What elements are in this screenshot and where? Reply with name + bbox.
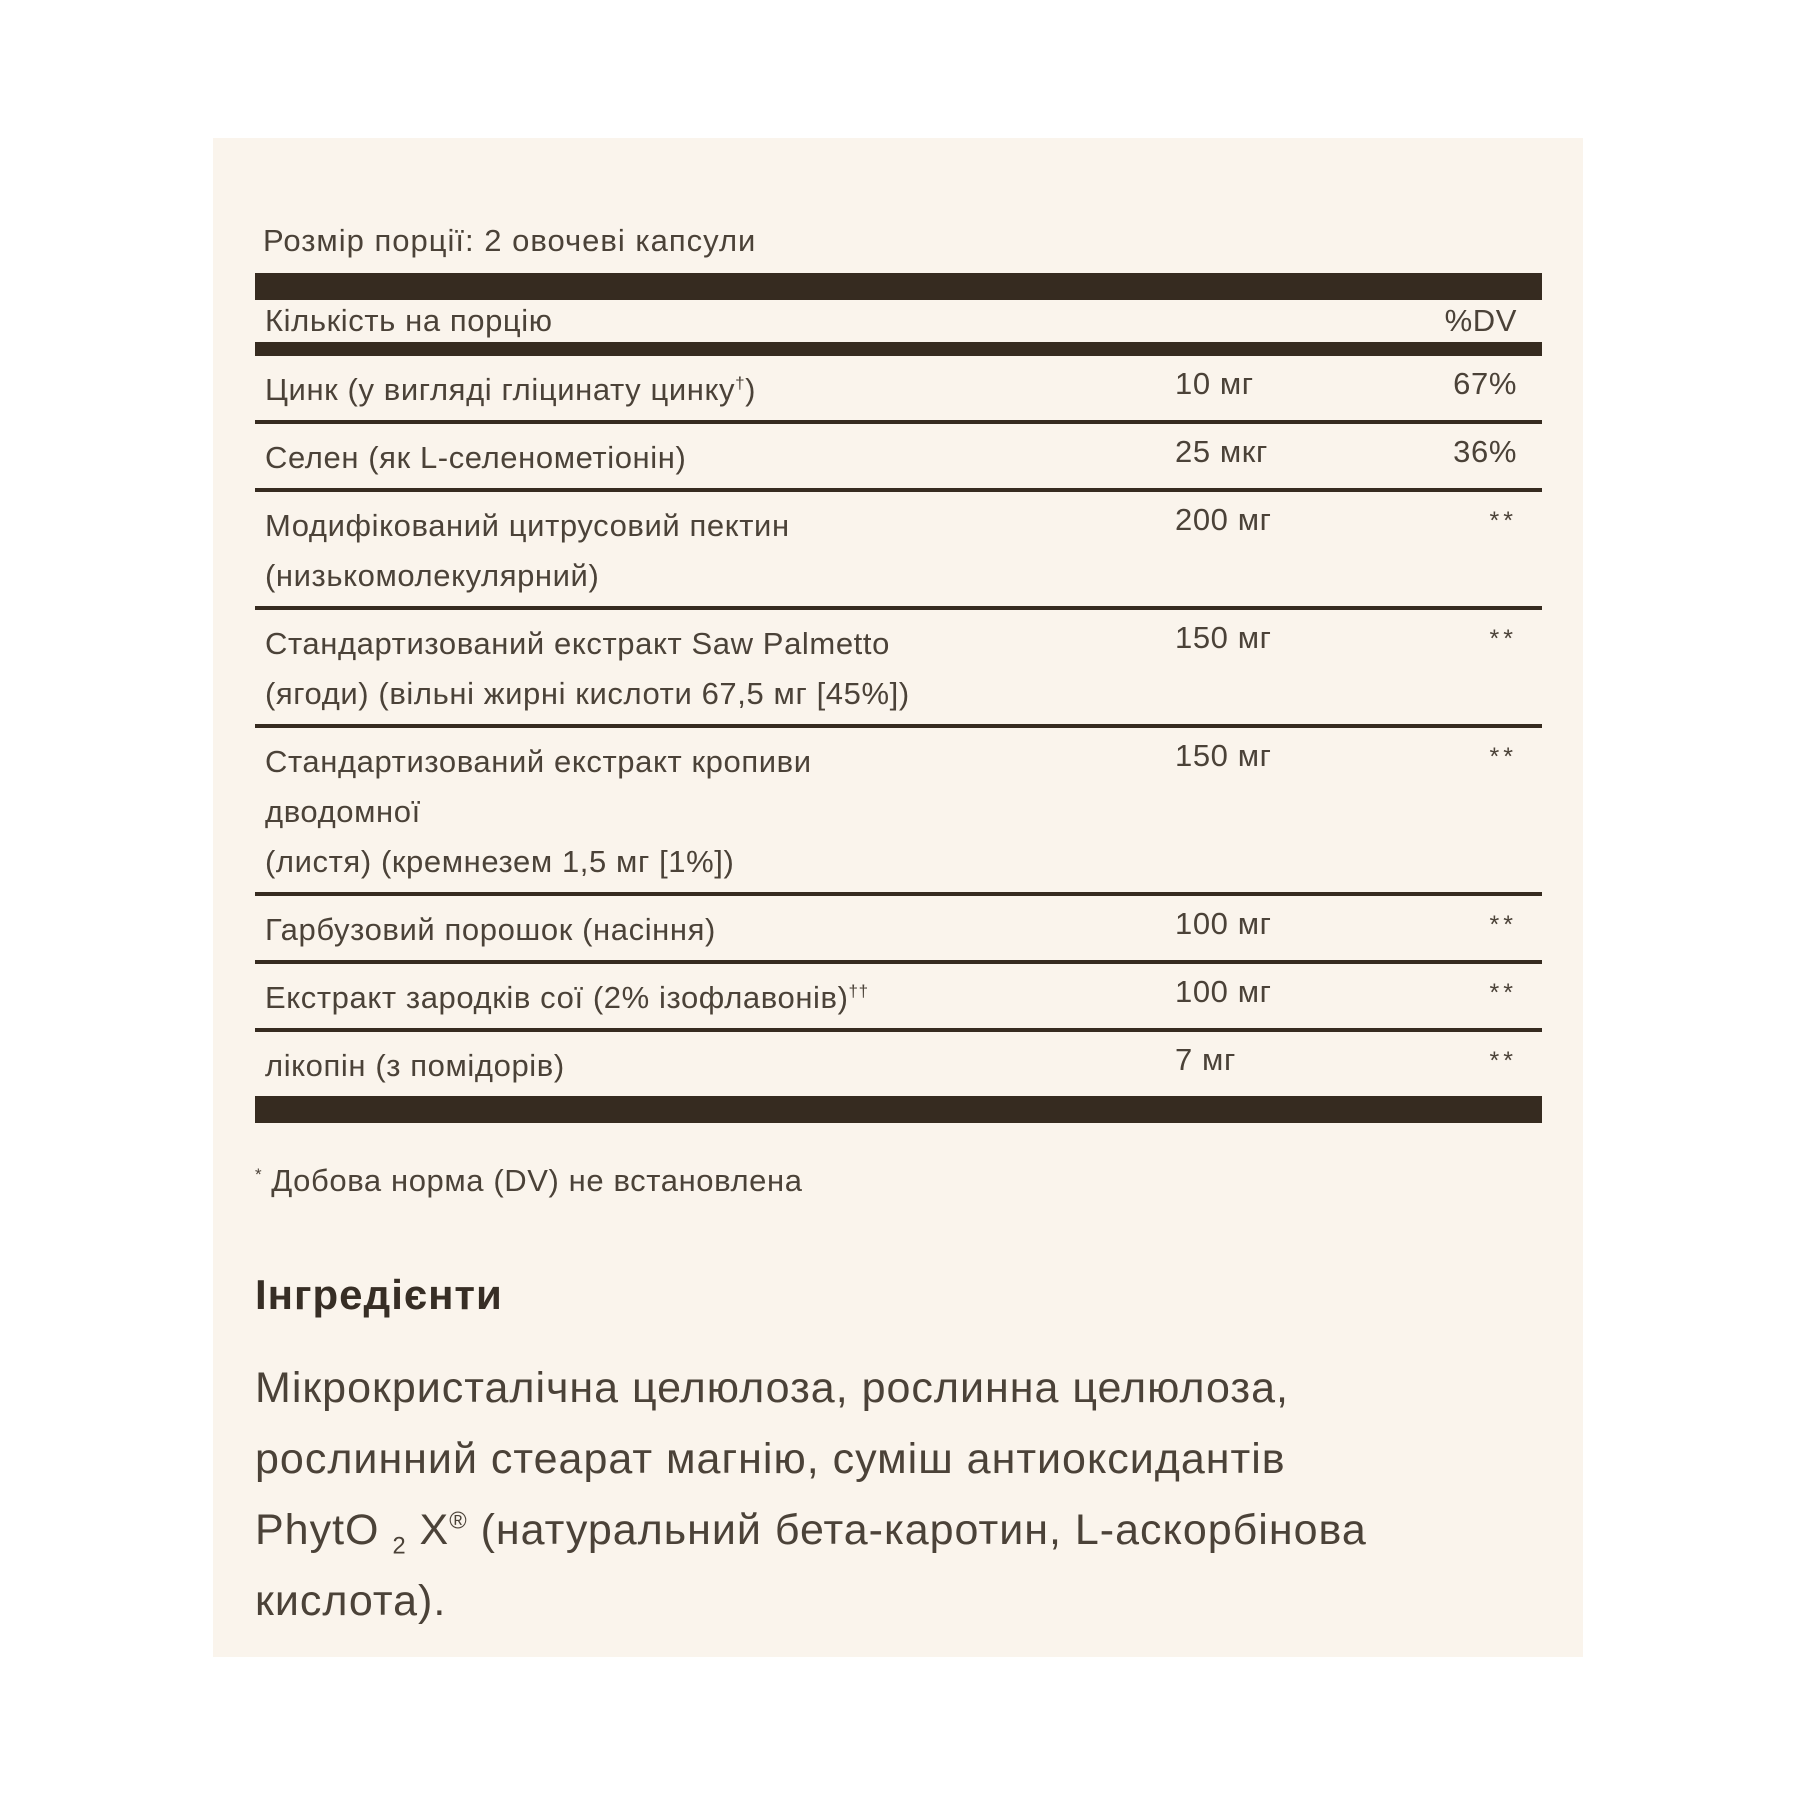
- ingredient-dv: **: [1489, 1047, 1517, 1075]
- ingredient-row: [255, 892, 1542, 960]
- header-divider-bar: [255, 342, 1542, 356]
- ingredient-amount: 100 мг: [1175, 906, 1272, 941]
- ingredient-row: [255, 488, 1542, 606]
- ingredient-dv: **: [1489, 507, 1517, 535]
- ingredient-amount: 10 мг: [1175, 366, 1254, 401]
- ingredients-text: Мікрокристалічна целюлоза, рослинна целюлоза, рослинний стеарат магнію, суміш антиоксидантів PhytO $_2$ X® (натуральний бета-каротин, L-аскорбінова кислота).: [255, 1364, 1367, 1625]
- ingredient-name: Модифікований цитрусовий пектин (низькомолекулярний): [265, 508, 790, 593]
- ingredient-rows: [255, 356, 1542, 1096]
- ingredient-dv: **: [1489, 743, 1517, 771]
- ingredient-name: Селен (як L-селенометіонін): [265, 440, 687, 475]
- ingredient-row: [255, 356, 1542, 420]
- serving-size-text: Розмір порції: 2 овочеві капсули: [263, 223, 757, 258]
- top-divider-bar: [255, 273, 1542, 300]
- ingredient-dv: 36%: [1453, 434, 1517, 469]
- ingredient-row: [255, 724, 1542, 892]
- ingredient-name: лікопін (з помідорів): [265, 1048, 565, 1083]
- ingredient-amount: 100 мг: [1175, 974, 1272, 1009]
- ingredient-name: Стандартизований екстракт Saw Palmetto (ягоди) (вільні жирні кислоти 67,5 мг [45%]): [265, 626, 910, 711]
- bottom-divider-bar: [255, 1096, 1542, 1123]
- ingredient-row: [255, 420, 1542, 488]
- ingredient-name: Стандартизований екстракт кропиви дводомної (листя) (кремнезем 1,5 мг [1%]): [265, 744, 812, 879]
- ingredient-name: Екстракт зародків сої (2% ізофлавонів)††: [265, 980, 869, 1015]
- ingredient-name: Гарбузовий порошок (насіння): [265, 912, 716, 947]
- dv-footnote: * Добова норма (DV) не встановлена: [255, 1163, 803, 1198]
- ingredient-dv: **: [1489, 979, 1517, 1007]
- ingredient-dv: **: [1489, 911, 1517, 939]
- ingredient-dv: 67%: [1453, 366, 1517, 401]
- ingredient-row: [255, 960, 1542, 1028]
- table-header-row: [255, 300, 1542, 342]
- amount-per-serving-label: Кількість на порцію: [265, 303, 553, 338]
- ingredient-row: [255, 1028, 1542, 1096]
- ingredient-row: [255, 606, 1542, 724]
- ingredient-dv: **: [1489, 625, 1517, 653]
- ingredient-amount: 25 мкг: [1175, 434, 1268, 469]
- ingredients-heading: Інгредієнти: [255, 1271, 503, 1318]
- percent-dv-header: %DV: [1444, 303, 1517, 338]
- ingredient-amount: 150 мг: [1175, 738, 1272, 773]
- ingredient-name: Цинк (у вигляді гліцинату цинку†): [265, 372, 757, 407]
- ingredient-amount: 7 мг: [1175, 1042, 1236, 1077]
- ingredient-amount: 150 мг: [1175, 620, 1272, 655]
- ingredient-amount: 200 мг: [1175, 502, 1272, 537]
- supplement-label-panel: [213, 138, 1583, 1657]
